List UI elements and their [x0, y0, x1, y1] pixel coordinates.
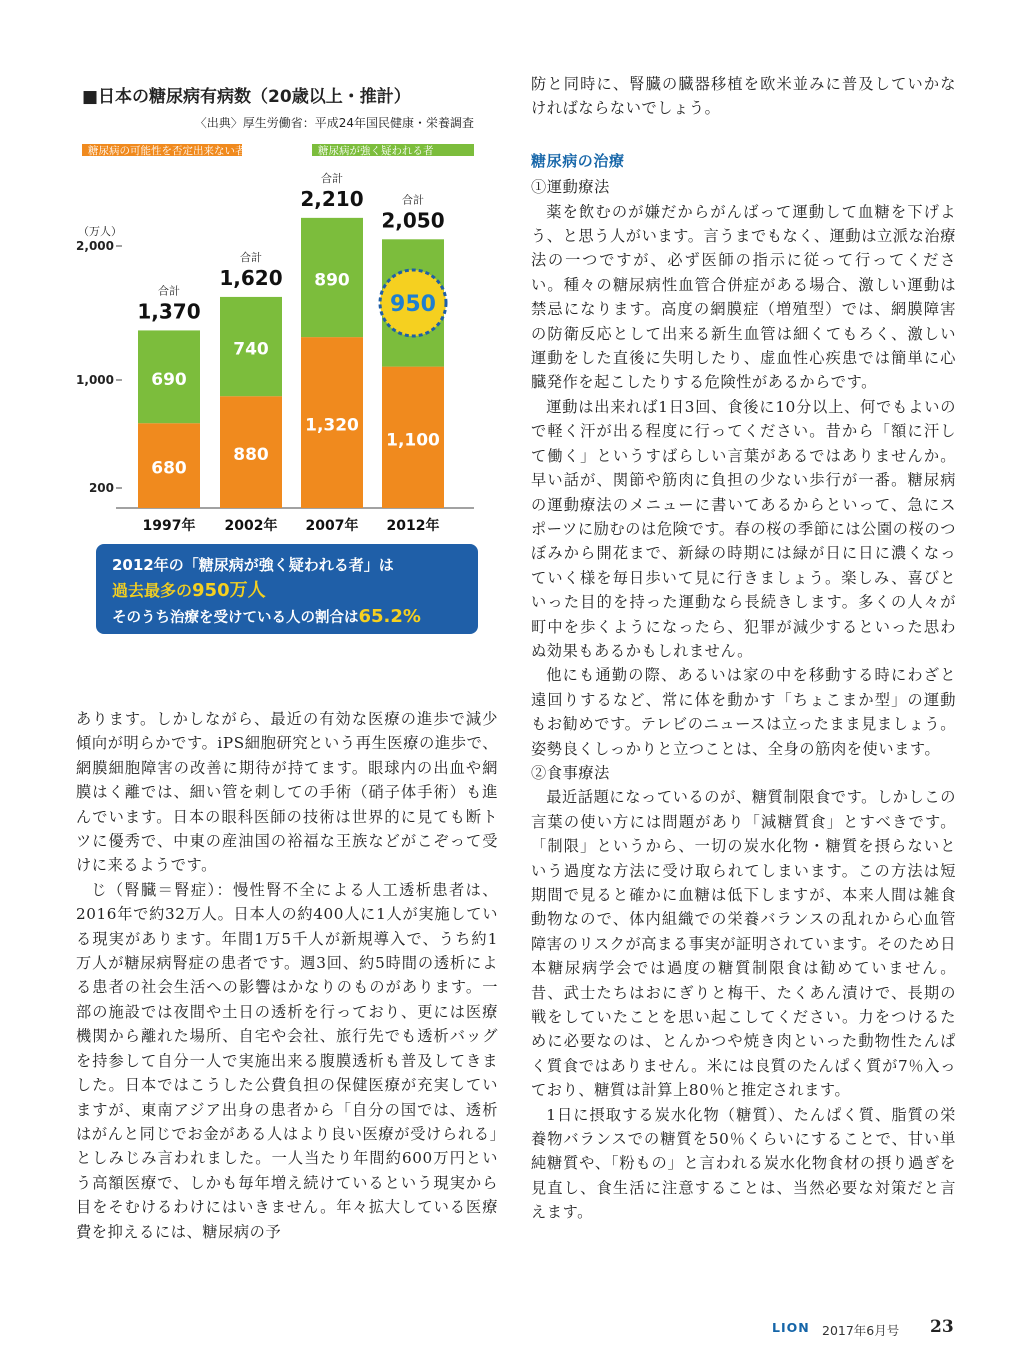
total-caption: 合計 — [240, 250, 262, 264]
x-tick-label: 1997年 — [142, 518, 196, 534]
y-tick-label: 1,000 — [76, 373, 114, 387]
bar-label-orange: 680 — [151, 458, 187, 479]
legend-green-label: 糖尿病が強く疑われる者 — [318, 145, 434, 157]
treatment-heading: 糖尿病の治療 — [531, 151, 625, 170]
diabetes-chart-figure — [72, 80, 492, 640]
page-footer — [772, 1318, 962, 1342]
total-value: 1,620 — [219, 265, 283, 290]
total-caption: 合計 — [158, 284, 180, 298]
figure-title: ■日本の糖尿病有病数（20歳以上・推計） — [82, 87, 411, 107]
total-caption: 合計 — [321, 171, 343, 185]
bar-label-orange: 1,320 — [305, 415, 359, 436]
y-tick-label: 200 — [88, 481, 114, 495]
right-column-text — [531, 72, 956, 1225]
total-caption: 合計 — [402, 193, 424, 207]
issue-date: 2017年6月号 — [822, 1323, 900, 1338]
left-column-text — [76, 707, 498, 1244]
diet-paragraph-2: 1日に摂取する炭水化物（糖質）、たんぱく質、脂質の栄養物バランスでの糖質を50％くらいにすることで、甘い単純糖質や、「粉もの」と言われる炭水化物食材の摂り過ぎを見直し、食生活に注意することは、当然必要な対策だと言えます。 — [531, 1105, 956, 1222]
total-value: 2,210 — [300, 186, 364, 211]
banner-line-1: 2012年の「糖尿病が強く疑われる者」は — [112, 556, 394, 574]
x-tick-label: 2012年 — [386, 518, 440, 534]
banner-highlight-950: 950万人 — [192, 580, 266, 601]
bar-label-orange: 880 — [233, 445, 269, 466]
banner-line-3a: そのうち治療を受けている人の割合は — [112, 610, 359, 626]
x-tick-label: 2002年 — [224, 518, 278, 534]
total-value: 1,370 — [137, 299, 201, 324]
figure-source: 〈出典〉厚生労働省：平成24年国民健康・栄養調査 — [194, 116, 474, 130]
svg-text:過去最多の950万人 — [112, 580, 266, 601]
left-paragraph-1: あります。しかしながら、最近の有効な医療の進歩で減少傾向が明らかです。iPS細胞研究という再生医療の進歩で、網膜細胞障害の改善に期待が持てます。眼球内の出血や網膜はく離では、細い管を刺しての手術（硝子体手術）も進んでいます。日本の眼科医師の技術は世界的に見ても断トツに優秀で、中東の産油国の裕福な王族などがこぞって受けに来るようです。 — [76, 710, 498, 875]
bar-label-orange: 1,100 — [386, 430, 440, 451]
right-intro-paragraph: 防と同時に、腎臓の臓器移植を欧米並みに普及していかなければならないでしょう。 — [531, 75, 956, 118]
diet-paragraph-1: 最近話題になっているのが、糖質制限食です。しかしこの言葉の使い方には問題があり「減糖質食」とすべきです。「制限」というから、一切の炭水化物・糖質を摂らないという過度な方法に受け取られてしまいます。この方法は短期間で見ると確かに血糖は低下しますが、本来人間は雑食動物なので、体内組織での栄養バランスの乱れから心血管障害のリスクが高まる事実が証明されています。そのため日本糖尿病学会では過度の糖質制限食は勧めていません。昔、武士たちはおにぎりと梅干、たくあん漬けで、長期の戦をしていたことを思い起こしてください。力をつけるために必要なのは、とんかつや焼き肉といった動物性たんぱく質食ではありません。米には良質のたんぱく質が7％入っており、糖質は計算上80％と推定されます。 — [531, 788, 956, 1100]
bar-label-green: 690 — [151, 369, 187, 390]
exercise-subheading: ①運動療法 — [531, 178, 610, 197]
exercise-paragraph-3: 他にも通勤の際、あるいは家の中を移動する時にわざと遠回りするなど、常に体を動かす「ちょこまか型」の運動もお勧めです。テレビのニュースは立ったまま見ましょう。姿勢良くしっかりと立つことは、全身の筋肉を使います。 — [531, 666, 956, 758]
page-number: 23 — [930, 1317, 954, 1337]
x-tick-label: 2007年 — [305, 518, 359, 534]
legend-orange-label: 糖尿病の可能性を否定出来ない者 — [88, 145, 246, 157]
exercise-paragraph-1: 薬を飲むのが嫌だからがんばって運動して血糖を下げよう、と思う人がいます。言うまでもなく、運動は立派な治療法の一つですが、必ず医師の指示に従って行ってください。種々の糖尿病性血管合併症がある場合、激しい運動は禁忌になります。高度の網膜症（増殖型）では、網膜障害の防衛反応として出来る新生血管は細くてもろく、激しい運動をした直後に失明したり、虚血性心疾患では簡単に心臓発作を起こしたりする危険性があるからです。 — [531, 202, 956, 392]
y-axis-unit: （万人） — [78, 225, 122, 238]
total-value: 2,050 — [381, 208, 445, 233]
diet-subheading: ②食事療法 — [531, 763, 610, 782]
exercise-paragraph-2: 運動は出来れば1日3回、食後に10分以上、何でもよいので軽く汗が出る程度に行ってください。昔から「額に汗して働く」というすばらしい言葉があるではありませんか。早い話が、関節や筋肉に負担の少ない歩行が一番。糖尿病の運動療法のメニューに書いてあるからといって、急にスポーツに励むのは危険です。春の桜の季節には公園の桜のつぼみから開花まで、新緑の時期には緑が日に日に濃くなっていく様を毎日歩いて見に行きましょう。楽しみ、喜びといった目的を持った運動なら長続きします。多くの人々が町中を歩くようになったら、犯罪が減少するといった思わぬ効果もあるかもしれません。 — [531, 397, 956, 660]
left-paragraph-2: じ（腎臓＝腎症）：慢性腎不全による人工透析患者は、2016年で約32万人。日本人の約400人に1人が実施している現実があります。年間1万5千人が新規導入で、うち約1万人が糖尿病腎症の患者です。週3回、約5時間の透析による患者の社会生活への影響はかなりのものがあります。一部の施設では夜間や土日の透析を行っており、更には医療機関から離れた場所、自宅や会社、旅行先でも透析バッグを持参して自分一人で実施出来る腹膜透析も普及してきました。日本ではこうした公費負担の保健医療が充実していますが、東南アジア出身の患者から「自分の国では、透析はがんと同じでお金がある人はより良い医療が受けられる」としみじみ言われました。一人当たり年間約600万円という高額医療で、しかも毎年増え続けているという現実から目をそむけるわけにはいきません。年々拡大している医療費を抑えるには、糖尿病の予 — [76, 880, 498, 1241]
bar-label-green: 740 — [233, 339, 269, 360]
y-tick-label: 2,000 — [76, 239, 114, 253]
bar-label-green: 950 — [390, 291, 436, 317]
bar-label-green: 890 — [314, 270, 350, 291]
svg-text:そのうち治療を受けている人の割合は65.2% — [112, 606, 421, 627]
banner-highlight-percent: 65.2% — [358, 606, 421, 627]
magazine-name: LION — [772, 1320, 810, 1335]
banner-line-2a: 過去最多の — [112, 581, 193, 600]
